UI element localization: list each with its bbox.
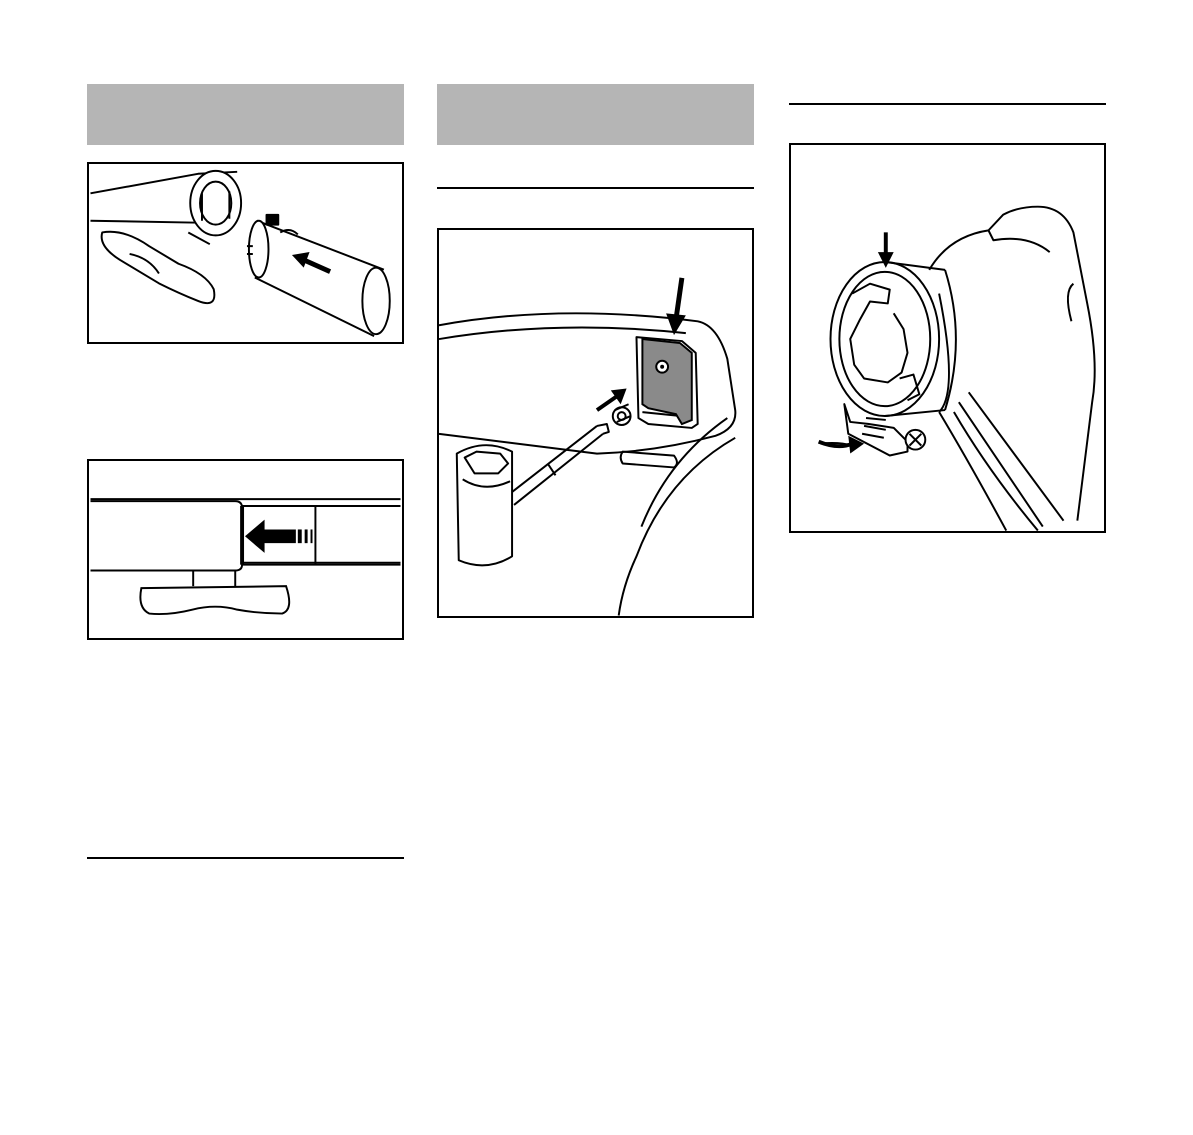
combination-wrench-icon: [457, 445, 512, 565]
arrow-icon: [292, 252, 330, 272]
arrow-icon: [666, 278, 686, 335]
section-rule-col2: [437, 187, 754, 189]
shaft-insert-illustration: [89, 164, 402, 342]
arrow-icon: [245, 520, 312, 553]
figure-shaft-marking: [87, 459, 404, 640]
section-rule-col1: [87, 857, 404, 859]
shaft-marking-illustration: [89, 461, 402, 638]
section-header-bar-2: [437, 84, 754, 145]
figure-shaft-insert: [87, 162, 404, 344]
wing-knob-icon: [102, 232, 215, 303]
deflector-mount-illustration: [439, 230, 752, 616]
section-rule-col3: [789, 103, 1106, 105]
gearhead-clamp-illustration: [791, 145, 1104, 531]
section-header-bar-1: [87, 84, 404, 145]
figure-deflector-mount: [437, 228, 754, 618]
figure-gearhead-clamp: [789, 143, 1106, 533]
footer-print-mark: [0, 1127, 160, 1135]
